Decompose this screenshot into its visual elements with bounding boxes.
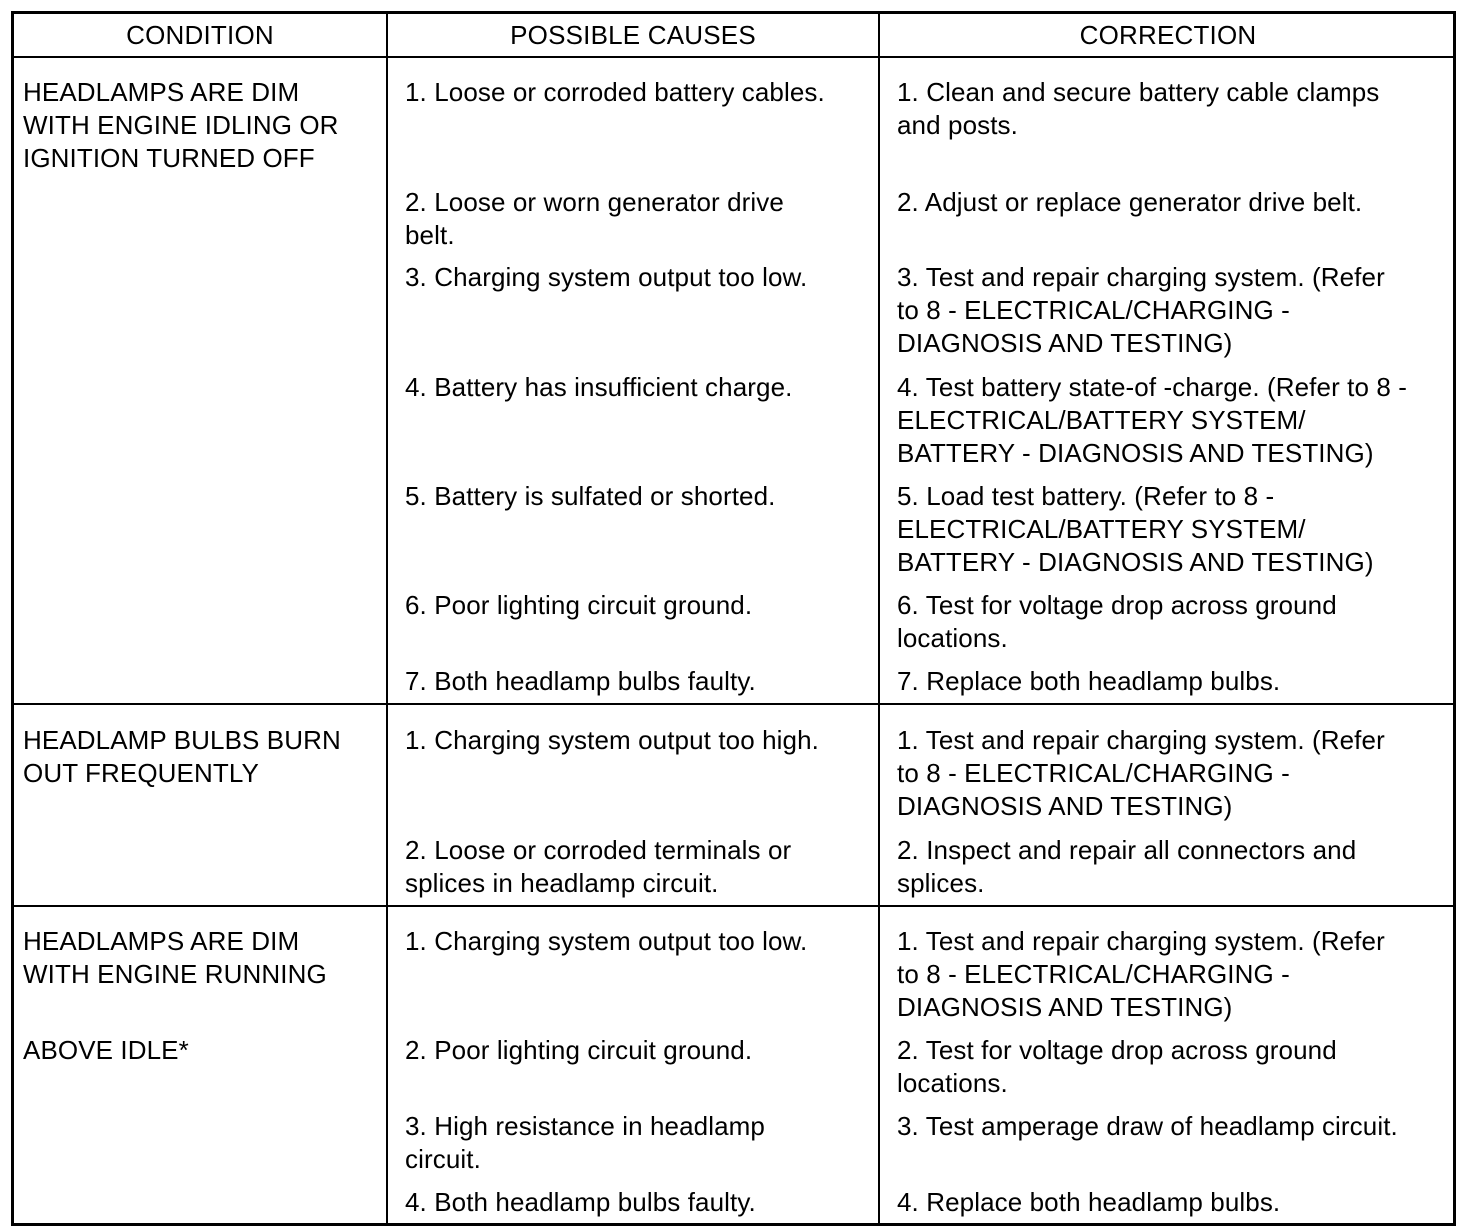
correction-cell: 2. Adjust or replace generator drive belt. xyxy=(897,187,1363,217)
correction-cell: 5. Load test battery. (Refer to 8 - ELECTRICAL/BATTERY SYSTEM/ BATTERY - DIAGNOSIS AND TESTING) xyxy=(897,481,1374,577)
cause-cell: 4. Both headlamp bulbs faulty. xyxy=(405,1187,756,1217)
cause-cell: 5. Battery is sulfated or shorted. xyxy=(405,481,776,511)
cause-cell: 2. Loose or corroded terminals or splices in headlamp circuit. xyxy=(405,835,792,898)
cause-cell: 2. Poor lighting circuit ground. xyxy=(405,1035,753,1065)
correction-cell: 2. Inspect and repair all connectors and splices. xyxy=(897,835,1357,898)
header-rule xyxy=(14,56,1453,58)
condition-cell: HEADLAMPS ARE DIM WITH ENGINE IDLING OR IGNITION TURNED OFF xyxy=(23,77,339,173)
correction-cell: 1. Test and repair charging system. (Refer to 8 - ELECTRICAL/CHARGING - DIAGNOSIS AND TESTING) xyxy=(897,926,1385,1022)
cause-cell: 6. Poor lighting circuit ground. xyxy=(405,590,753,620)
condition-cell: HEADLAMP BULBS BURN OUT FREQUENTLY xyxy=(23,725,341,788)
cause-cell: 1. Charging system output too low. xyxy=(405,926,808,956)
section-divider xyxy=(14,905,1453,907)
column-divider xyxy=(878,14,880,1223)
correction-cell: 7. Replace both headlamp bulbs. xyxy=(897,666,1281,696)
correction-cell: 2. Test for voltage drop across ground locations. xyxy=(897,1035,1337,1098)
cause-cell: 4. Battery has insufficient charge. xyxy=(405,372,793,402)
column-divider xyxy=(386,14,388,1223)
troubleshooting-table xyxy=(11,11,1456,1226)
header-correction: CORRECTION xyxy=(1079,20,1257,50)
header-condition: CONDITION xyxy=(126,20,274,50)
cause-cell: 7. Both headlamp bulbs faulty. xyxy=(405,666,756,696)
condition-cell: HEADLAMPS ARE DIM WITH ENGINE RUNNING xyxy=(23,926,327,989)
correction-cell: 1. Test and repair charging system. (Refer to 8 - ELECTRICAL/CHARGING - DIAGNOSIS AND TESTING) xyxy=(897,725,1385,821)
condition-cell-continued: ABOVE IDLE* xyxy=(23,1035,189,1065)
cause-cell: 1. Loose or corroded battery cables. xyxy=(405,77,825,107)
correction-cell: 3. Test amperage draw of headlamp circuit. xyxy=(897,1111,1398,1141)
header-possible-causes: POSSIBLE CAUSES xyxy=(510,20,756,50)
section-divider xyxy=(14,703,1453,705)
cause-cell: 1. Charging system output too high. xyxy=(405,725,819,755)
cause-cell: 3. Charging system output too low. xyxy=(405,262,808,292)
correction-cell: 4. Test battery state-of -charge. (Refer to 8 - ELECTRICAL/BATTERY SYSTEM/ BATTERY - DIAGNOSIS AND TESTING) xyxy=(897,372,1407,468)
correction-cell: 1. Clean and secure battery cable clamps and posts. xyxy=(897,77,1380,140)
correction-cell: 4. Replace both headlamp bulbs. xyxy=(897,1187,1281,1217)
correction-cell: 6. Test for voltage drop across ground locations. xyxy=(897,590,1337,653)
correction-cell: 3. Test and repair charging system. (Refer to 8 - ELECTRICAL/CHARGING - DIAGNOSIS AND TESTING) xyxy=(897,262,1385,358)
cause-cell: 2. Loose or worn generator drive belt. xyxy=(405,187,784,250)
cause-cell: 3. High resistance in headlamp circuit. xyxy=(405,1111,765,1174)
